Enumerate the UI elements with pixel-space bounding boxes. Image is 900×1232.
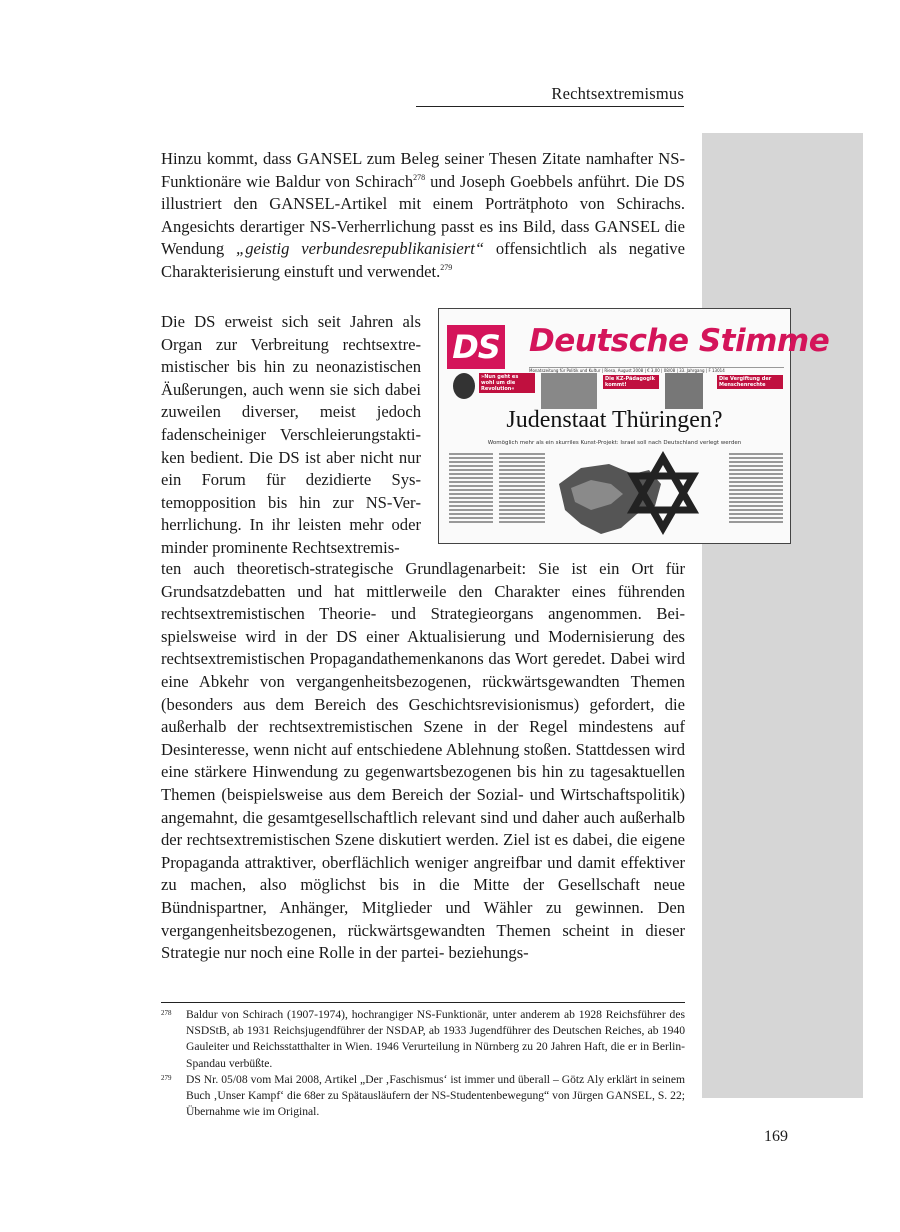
newspaper-logo: DS — [447, 325, 505, 369]
newspaper-column-3 — [729, 451, 783, 541]
p2-text-top: Die DS erweist sich seit Jahren als Organ zur Verbreitung rechtsextremistischer bis hin zu neonazistischen Äußerungen, auch wenn sie sich dabei zuweilen diverser, meist jedoch fadenscheiniger Verschleierungstaktiken bedient. Die DS ist aber nicht nur ein Forum für dezidierte Systemopposition bis hin zur NS-Verherrlichung. In ihr leisten mehr oder minder prominente Rechtsextremis- — [161, 312, 421, 557]
p1-quote: „geistig verbundesrepublikanisiert“ — [235, 239, 485, 259]
newspaper-masthead — [445, 317, 830, 373]
p1-text-a: Hinzu kommt, dass GANSEL zum Beleg seiner Thesen Zitate namhafter NS-Funktionäre wie Baldur von Schirach — [161, 149, 685, 191]
p1-text-b: und Joseph Goebbels anführt. Die DS illustriert den GANSEL-Artikel mit einem Porträtphoto von Schirachs. Angesichts derartiger NS-Verherrlichung passt es ins Bild, dass GANSEL die Wendung — [161, 171, 685, 259]
newspaper-subline: Monatszeitung für Politik und Kultur | Riesa, August 2008 | € 3,00 | 08/08 | 33. Jahrgang | F 13014 — [529, 367, 784, 373]
teaser-1: »Nun geht es wohl um die Revolution« — [479, 373, 535, 409]
footnote-278 — [161, 1007, 685, 1072]
footnote-ref-278[interactable]: 278 — [413, 172, 426, 182]
paragraph-2-continued — [161, 558, 685, 965]
newspaper-headline: Judenstaat Thüringen? — [506, 407, 723, 433]
newspaper-name: Deutsche Stimme — [529, 323, 830, 359]
thuringia-star-illustration — [551, 454, 701, 542]
newspaper-deck: Womöglich mehr als ein skurriles Kunst-Projekt: Israel soll nach Deutschland verlegt werden — [487, 440, 742, 446]
newspaper-column-2 — [499, 451, 545, 541]
footnote-number: 279 — [161, 1073, 172, 1082]
teaser-photo-2 — [665, 373, 703, 409]
footnote-text: Baldur von Schirach (1907-1974), hochrangiger NS-Funktionär, unter anderem ab 1928 Reichsführer des NSDStB, ab 1931 Reichsjugendführer der NSDAP, ab 1933 Jugendführer des Deutschen Reiches, ab 1940 Gauleiter und Reichsstatthalter in Wien. 1946 Verurteilung in Nürnberg zu 20 Jahren Haft, die er in Berlin-Spandau verbüßte. — [186, 1008, 685, 1070]
footnote-279 — [161, 1072, 685, 1121]
footnote-text: DS Nr. 05/08 vom Mai 2008, Artikel „Der ‚Faschismus‘ ist immer und überall – Götz Aly erklärt in seinem Buch ‚Unser Kampf‘ die 68er zu Spätausläufern der NS-Studentenbewegung“ von Jürgen GANSEL, S. 22; Übernahme wie im Original. — [186, 1072, 685, 1119]
p1-text-c: offensichtlich als negative Charakterisierung einstuft und verwendet. — [161, 239, 685, 281]
footnote-rule — [161, 1002, 685, 1003]
teaser-2: Die KZ-Pädagogik kommt! — [603, 373, 659, 409]
teaser-photo — [541, 373, 597, 409]
newspaper-column-1 — [449, 451, 493, 541]
newspaper-teasers — [445, 373, 784, 411]
margin-sidebar — [702, 133, 863, 1098]
paragraph-2-wrapped — [161, 311, 421, 560]
newspaper-image — [438, 308, 830, 544]
running-title: Rechtsextremismus — [551, 84, 684, 103]
header-rule — [416, 106, 684, 107]
p2-text-rest: ten auch theoretisch-strategische Grundlagenarbeit: Sie ist ein Ort für Grundsatzdebatten und hat mittlerweile den Charakter eines führenden rechtsextremistischen Theorie- und Strategieorgans angenommen. Beispielsweise wird in der DS einer Aktualisierung und Modernisierung des rechtsextremistischen Propagandathemenkanons das Wort geredet. Dabei wird eine Abkehr von vergangenheitsbezogenen, rückwärtsgewandten Themen (besonders aus dem Bereich des Geschichtsrevisionismus) gefordert, die außerhalb der rechtsextremistischen Szene in der Regel mindestens auf Desinteresse, wenn nicht auf entschiedene Ablehnung stoßen. Stattdessen wird eine stärkere Hinwendung zu gegenwartsbezogenen bis hin zu tagesaktuellen Themen (beispielsweise aus dem Bereich der Sozial- und Wirtschaftspolitik) angemahnt, die gesamtgesellschaftlich relevant sind und daher auch außerhalb der rechtsextremistischen Szene diskutiert werden. Ziel ist es dabei, die eigene Propaganda attraktiver, oberflächlich weniger angreifbar und damit effektiver zu machen, also möglichst bis in die Mitte der Gesellschaft neue Bündnispartner, Anhänger, Mitglieder und Wähler zu gewinnen. Den vergangenheitsbezogenen, rückwärtsgewandten Themen scheint in dieser Strategie nur noch eine Rolle in der partei- beziehungs- — [161, 559, 685, 963]
page-number: 169 — [764, 1128, 788, 1145]
footnotes — [161, 1007, 685, 1120]
footnote-ref-279[interactable]: 279 — [440, 262, 453, 272]
footnote-number: 278 — [161, 1009, 172, 1017]
paragraph-1 — [161, 148, 685, 284]
portrait-thumbnail — [453, 373, 475, 399]
teaser-3: Die Vergiftung der Menschenrechte — [717, 373, 783, 409]
